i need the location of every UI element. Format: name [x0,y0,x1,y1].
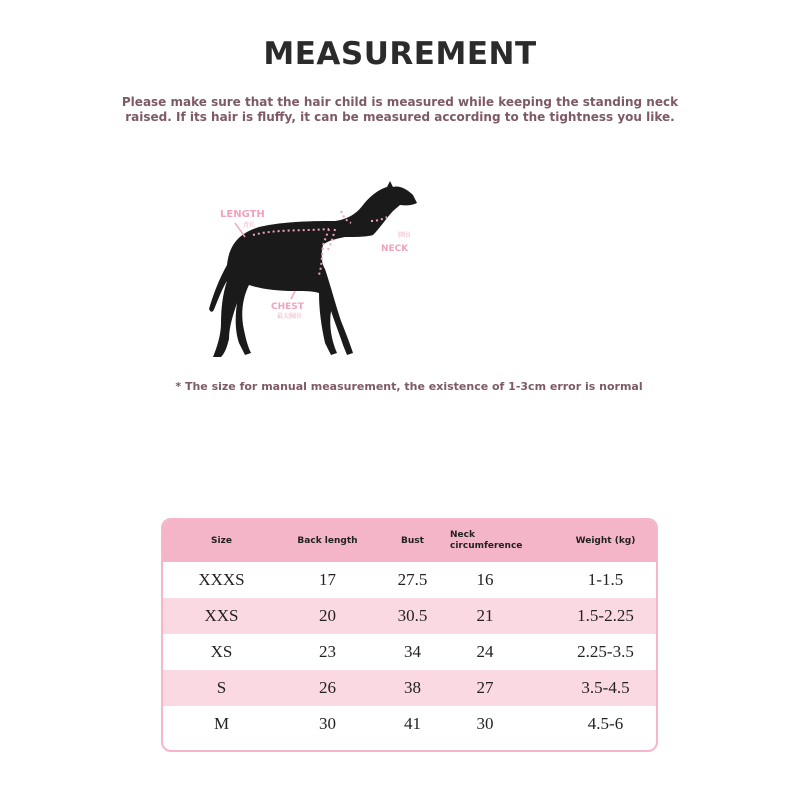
table-header-row [163,520,656,562]
cell-weight: 1.5-2.25 [577,606,634,625]
header-size: Size [211,535,232,546]
header-back-length: Back length [297,535,358,546]
cell-back-length: 23 [319,642,336,661]
cell-bust: 30.5 [397,606,428,625]
table-row [163,562,656,598]
header-weight: Weight (kg) [575,535,636,546]
length-label: LENGTH [220,209,265,220]
cell-size: XXS [204,606,239,625]
cell-weight: 3.5-4.5 [581,678,630,697]
cell-back-length: 20 [319,606,336,625]
dog-measurement-figure [195,175,435,365]
cell-neck [450,606,555,626]
header-bust: Bust [401,535,424,546]
table-row [163,598,656,634]
table-row [163,706,656,742]
cell-neck-value: 16 [476,570,494,589]
table-row [163,634,656,670]
cell-neck-value: 21 [476,606,494,625]
cell-size: XXXS [198,570,245,589]
cell-weight: 2.25-3.5 [577,642,634,661]
page-title: MEASUREMENT [263,36,537,72]
header-neck-circumference: Neck circumference [450,530,523,551]
cell-bust: 34 [404,642,421,661]
size-table [161,518,658,752]
cell-neck [450,570,555,590]
cell-size: XS [210,642,233,661]
cell-weight: 1-1.5 [587,570,624,589]
cell-size: S [216,678,227,697]
measurement-note: * The size for manual measurement, the existence of 1-3cm error is normal [175,380,643,393]
chest-label-cn: 最大胸围 [277,313,302,320]
cell-bust: 38 [404,678,421,697]
cell-back-length: 26 [319,678,336,697]
chest-label: CHEST [271,302,304,312]
neck-label: NECK [381,244,409,254]
length-label-cn: 背长 [243,222,256,229]
intro-text: Please make sure that the hair child is measured while keeping the standing neck raised. If its hair is fluffy, it can be measured according to the tightness you like. [121,95,679,124]
cell-back-length: 30 [319,714,336,733]
cell-neck [450,678,555,698]
cell-bust: 27.5 [397,570,428,589]
cell-neck-value: 30 [476,714,494,733]
cell-back-length: 17 [319,570,336,589]
dog-silhouette-icon [195,175,435,365]
cell-weight: 4.5-6 [587,714,624,733]
cell-bust: 41 [404,714,421,733]
cell-neck [450,642,555,662]
cell-size: M [213,714,230,733]
table-row [163,670,656,706]
cell-neck-value: 24 [476,642,494,661]
cell-neck [450,714,555,734]
neck-label-cn: 脖围 [398,232,411,239]
cell-neck-value: 27 [476,678,494,697]
